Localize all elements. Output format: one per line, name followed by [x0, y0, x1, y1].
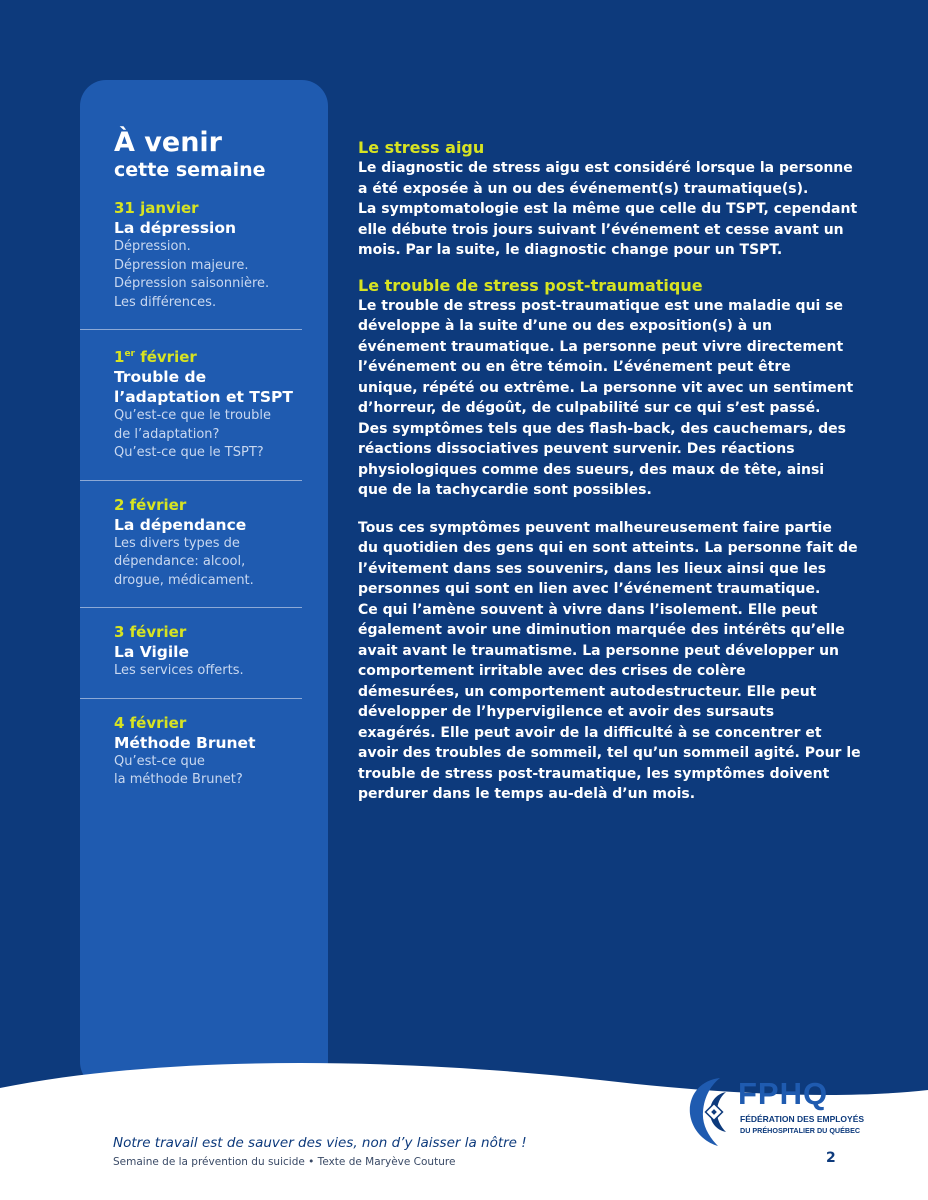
event-item: [114, 198, 328, 329]
event-description: Les divers types de dépendance: alcool, drogue, médicament.: [114, 535, 254, 588]
upcoming-sidebar: [80, 80, 328, 1088]
section-text-ptsd-1: Le trouble de stress post-traumatique est une maladie qui se développe à la suite d’une ou des exposition(s) à un événement traumatique. La personne peut vivre directement l’événement ou en être témoin. L’événement peut être unique, répété ou extrême. La personne vit avec un sentiment d’horreur, de dégoût, de culpabilité sur ce qui s’est passé. Des symptômes tels que des flash-back, des cauchemars, des réactions dissociatives peuvent survenir. Des réactions physiologiques comme des sueurs, des maux de tête, ainsi que de la tachycardie sont possibles.: [358, 297, 854, 498]
event-date: 3 février: [114, 623, 187, 641]
section-text-acute-stress: Le diagnostic de stress aigu est considéré lorsque la personne a été exposée à un ou des événement(s) traumatique(s). La symptomatologie est la même que celle du TSPT, cependant elle débute trois jours suivant l’événement et cesse avant un mois. Par la suite, le diagnostic change pour un TSPT.: [358, 160, 858, 258]
event-description: Les services offerts.: [114, 663, 244, 678]
sidebar-subtitle: cette semaine: [114, 159, 266, 181]
fphq-logo: [686, 1072, 866, 1152]
fphq-emblem-icon: [686, 1072, 738, 1152]
logo-wordmark: FPHQ: [738, 1076, 829, 1111]
page-number: 2: [826, 1150, 836, 1166]
section-heading-acute-stress: Le stress aigu: [358, 138, 485, 157]
event-date: 1er février: [114, 348, 197, 366]
article-body: [358, 137, 878, 805]
sidebar-title: À venir: [114, 127, 222, 158]
spacer: [358, 261, 878, 275]
section-text-ptsd-2: Tous ces symptômes peuvent malheureusement faire partie du quotidien des gens qui en sont atteints. La personne fait de l’évitement dans ses souvenirs, dans les lieux ainsi que les personnes qui sont en lien avec l’événement traumatique. Ce qui l’amène souvent à vivre dans l’isolement. Elle peut également avoir une diminution marquée des intérêts qu’elle avait avant le traumatisme. La personne peut développer un comportement irritable avec des crises de colère démesurées, un comportement autodestructeur. Elle peut développer de l’hypervigilence et avoir des sursauts exagérés. Elle peut avoir de la difficulté à se concentrer et avoir des troubles de sommeil, tel qu’un sommeil agité. Pour le trouble de stress post-traumatique, les symptômes doivent perdurer dans le temps au-delà d’un mois.: [358, 519, 861, 802]
logo-line2: DU PRÉHOSPITALIER DU QUÉBEC: [740, 1126, 861, 1135]
event-title: La dépression: [114, 219, 237, 237]
event-date: 2 février: [114, 495, 187, 514]
event-date: 31 janvier: [114, 199, 199, 217]
event-item: [80, 329, 302, 480]
event-item: [80, 607, 302, 698]
spacer: [358, 501, 878, 518]
event-item: [80, 480, 302, 608]
event-title: La dépendance: [114, 515, 247, 534]
event-description: Qu’est-ce que le trouble de l’adaptation? Qu’est-ce que le TSPT?: [114, 408, 272, 460]
event-description: Qu’est-ce que la méthode Brunet?: [114, 753, 243, 787]
event-title: Méthode Brunet: [114, 733, 256, 752]
section-heading-ptsd: Le trouble de stress post-traumatique: [358, 275, 703, 295]
event-title: Trouble de l’adaptation et TSPT: [114, 368, 293, 406]
event-description: Dépression. Dépression majeure. Dépression saisonnière. Les différences.: [114, 239, 270, 310]
footer-tagline: Notre travail est de sauver des vies, non d’y laisser la nôtre !: [113, 1135, 527, 1151]
footer-credits: Semaine de la prévention du suicide • Texte de Maryève Couture: [113, 1156, 456, 1168]
event-title: La Vigile: [114, 643, 190, 661]
event-item: [80, 698, 302, 807]
event-date: 4 février: [114, 713, 187, 732]
logo-line1: FÉDÉRATION DES EMPLOYÉS: [740, 1114, 865, 1124]
